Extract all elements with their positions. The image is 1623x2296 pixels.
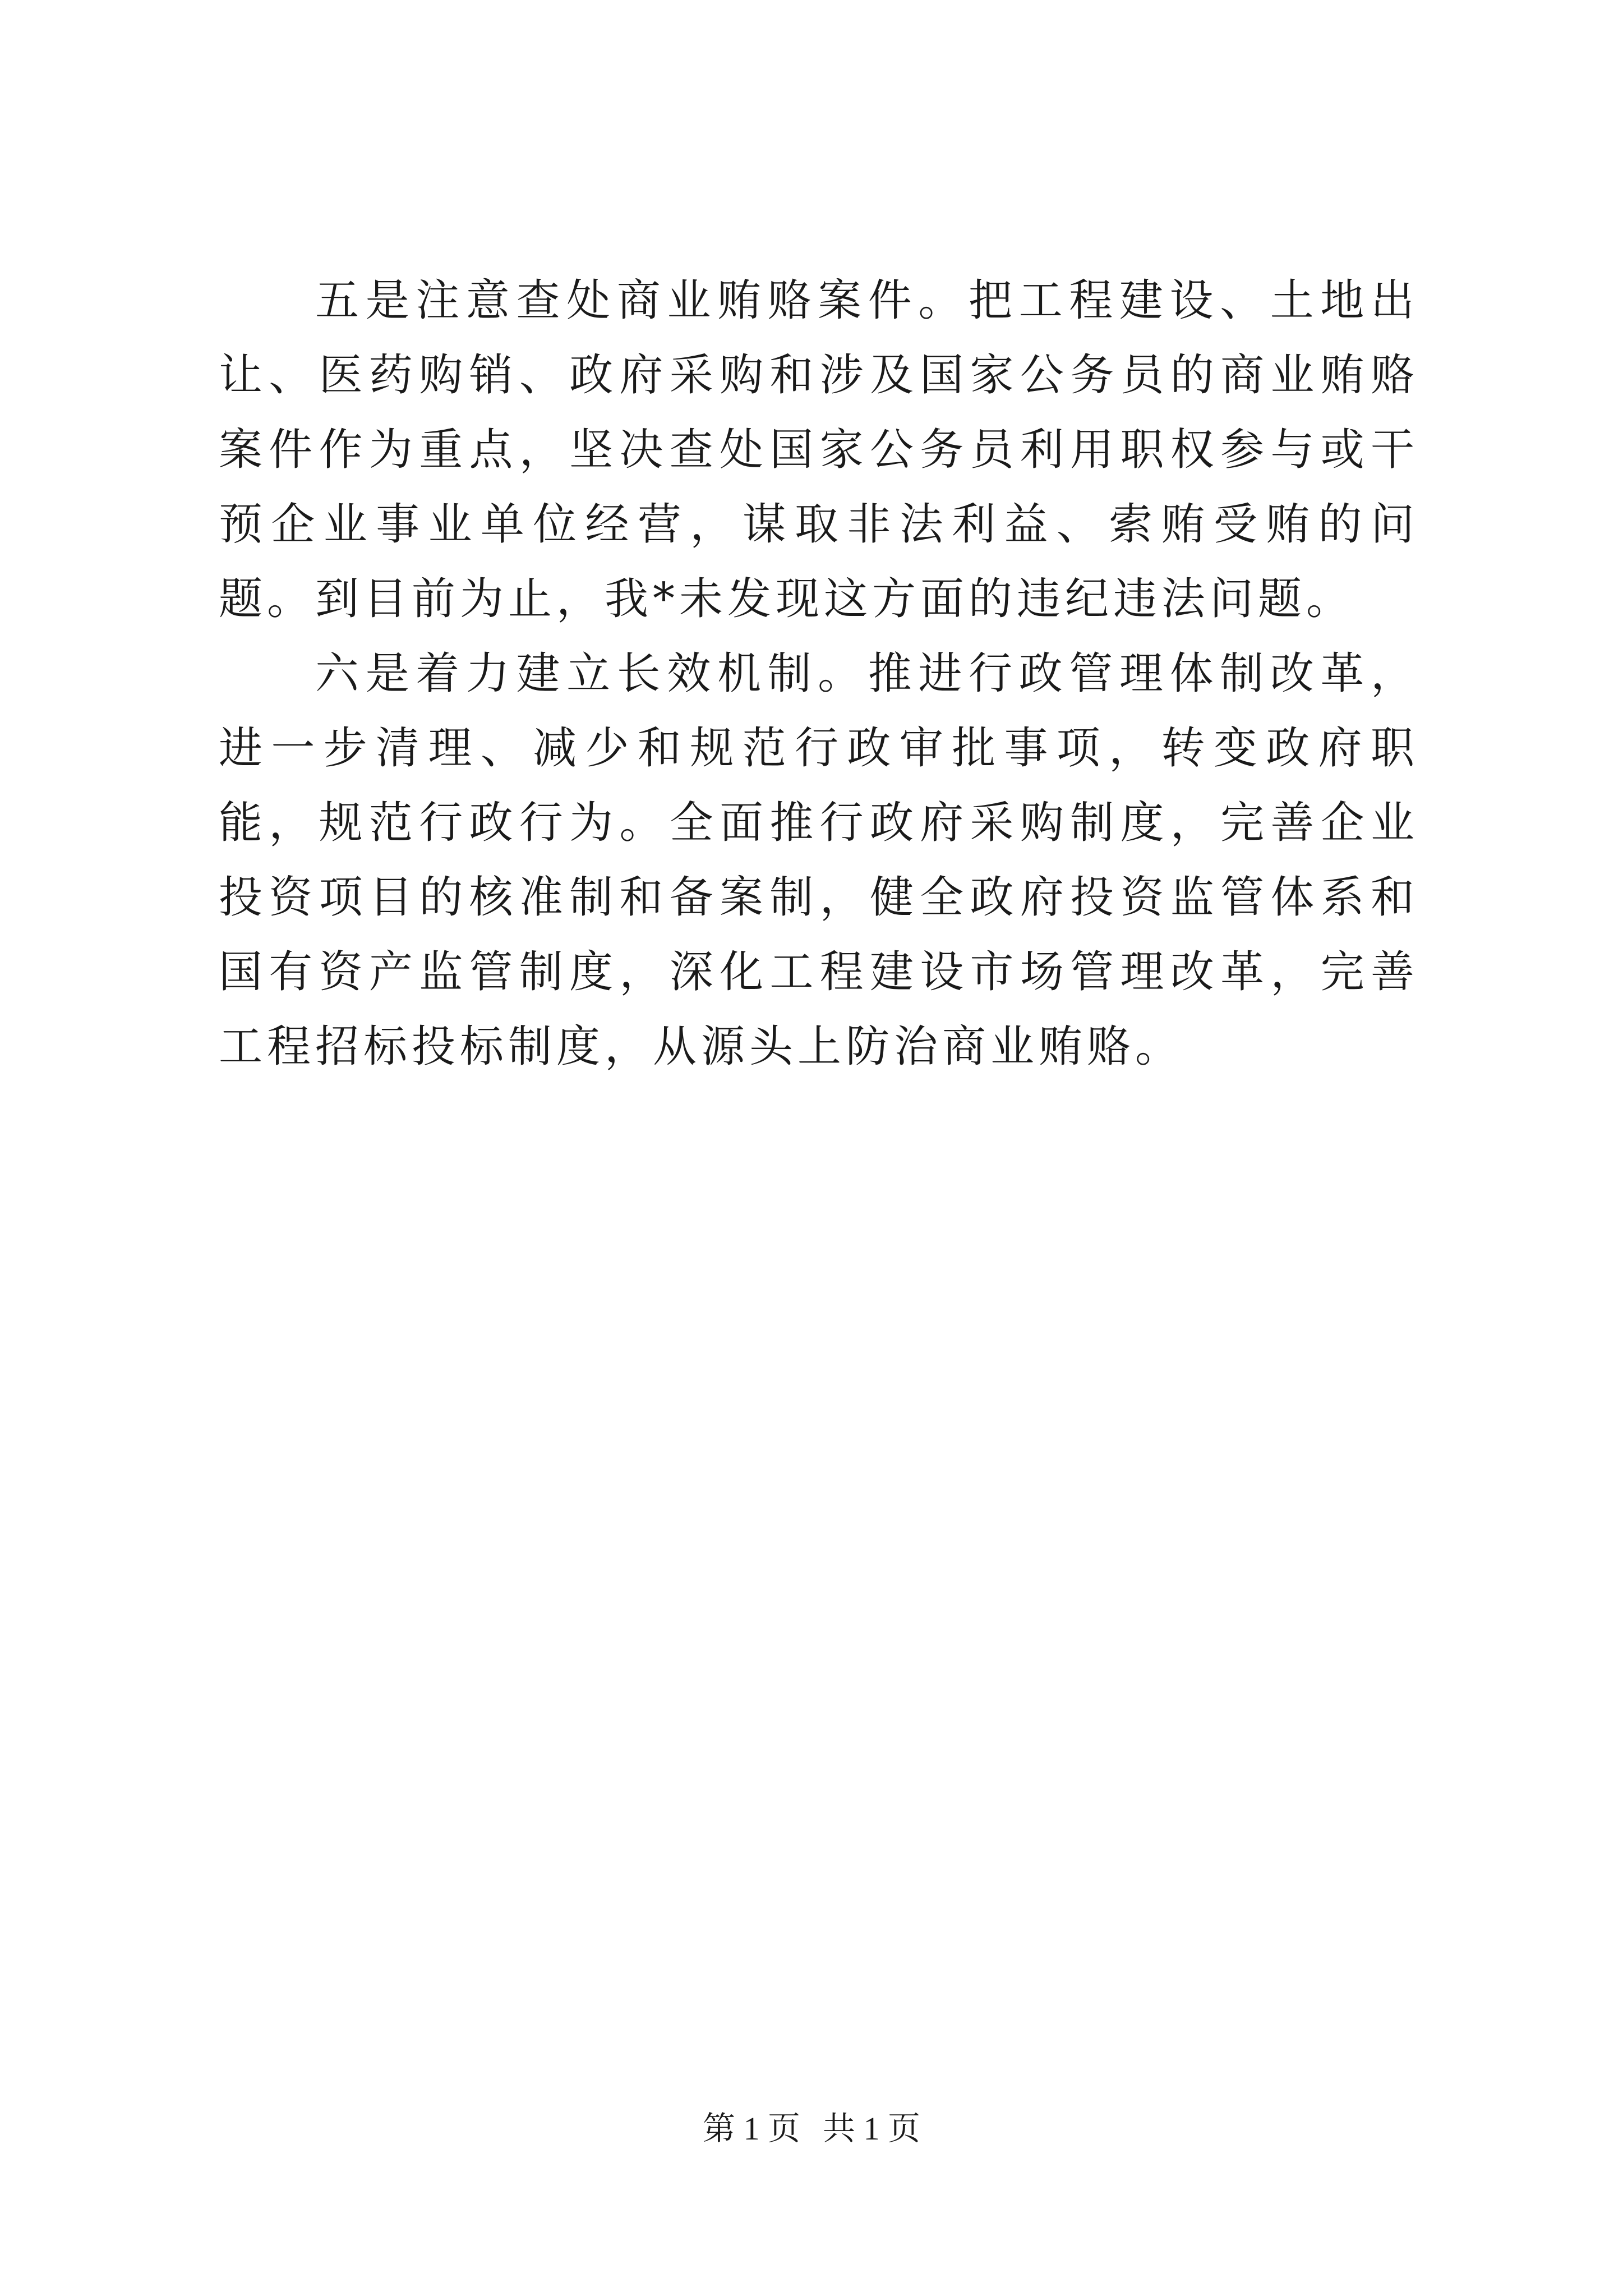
paragraph-long-term-mechanism: 六是着力建立长效机制。推进行政管理体制改革，进一步清理、减少和规范行政审批事项，转变政府职能，规范行政行为。全面推行政府采购制度，完善企业投资项目的核准制和备案制，健全政府投资监管体系和国有资产监管制度，深化工程建设市场管理改革，完善工程招标投标制度，从源头上防治商业贿赂。 <box>219 648 1419 1072</box>
document-body <box>219 264 1419 1084</box>
page-number: 第 1 页 <box>702 2110 800 2147</box>
page-total: 共 1 页 <box>823 2110 921 2147</box>
paragraph-commercial-bribery-cases: 五是注意查处商业贿赂案件。把工程建设、土地出让、医药购销、政府采购和涉及国家公务员的商业贿赂案件作为重点，坚决查处国家公务员利用职权参与或干预企业事业单位经营，谋取非法利益、索贿受贿的问题。到目前为止，我*未发现这方面的违纪违法问题。 <box>219 275 1419 624</box>
page-footer <box>0 2106 1623 2151</box>
